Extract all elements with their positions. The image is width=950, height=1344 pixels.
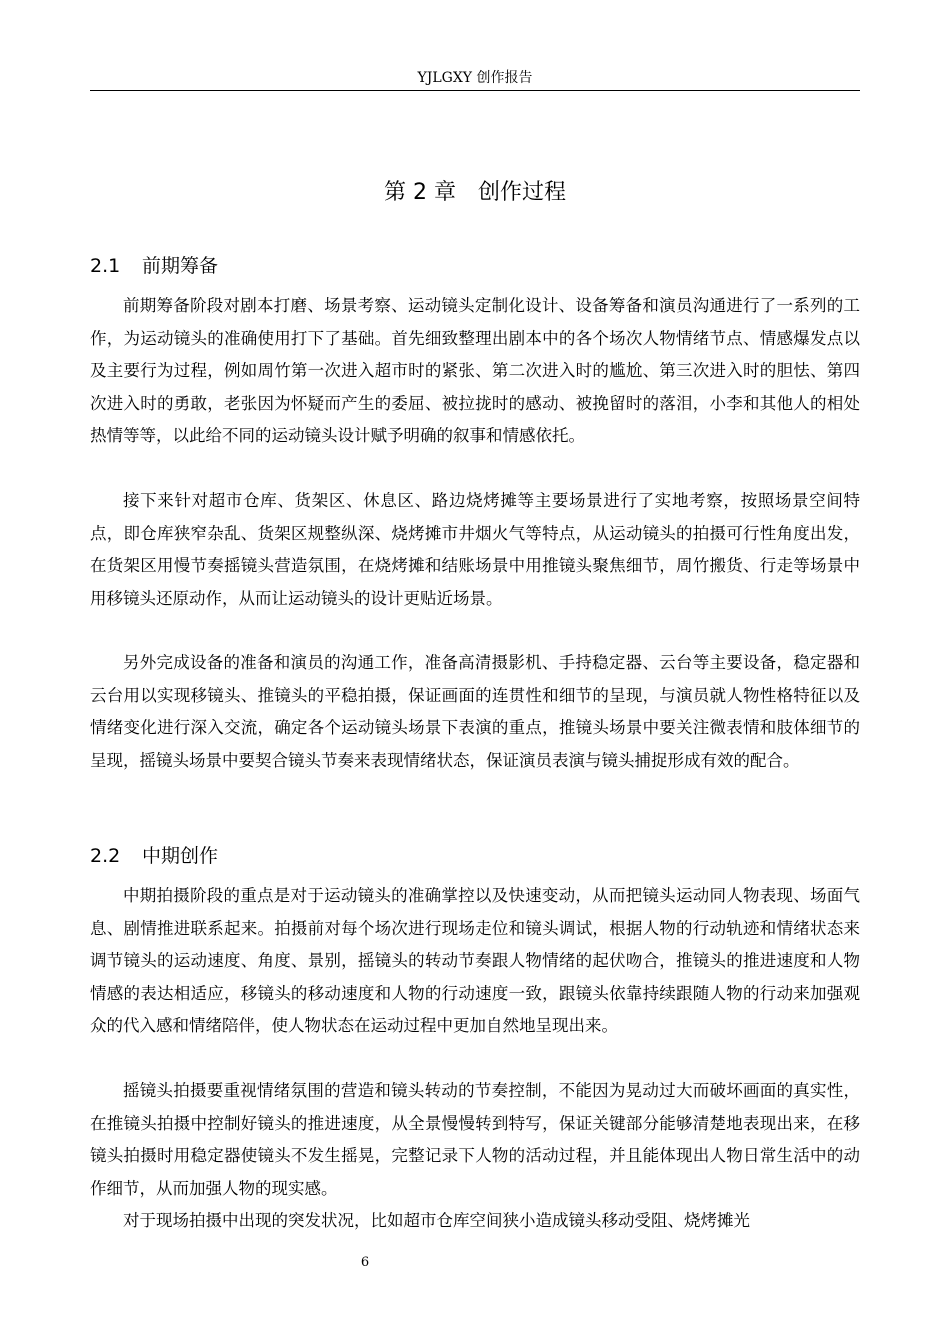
- chapter-title: 第 2 章 创作过程: [384, 180, 566, 205]
- section-heading-2-2: [90, 842, 860, 870]
- paragraph: 摇镜头拍摄要重视情绪氛围的营造和镜头转动的节奏控制，不能因为晃动过大而破坏画面的真实性，在推镜头拍摄中控制好镜头的推进速度，从全景慢慢转到特写，保证关键部分能够清楚地表现出来，在移镜头拍摄时用稳定器使镜头不发生摇晃，完整记录下人物的活动过程，并且能体现出人物日常生活中的动作细节，从而加强人物的现实感。: [90, 1081, 860, 1198]
- paragraph: 接下来针对超市仓库、货架区、休息区、路边烧烤摊等主要场景进行了实地考察，按照场景空间特点，即仓库狭窄杂乱、货架区规整纵深、烧烤摊市井烟火气等特点，从运动镜头的拍摄可行性角度出发，在货架区用慢节奏摇镜头营造氛围，在烧烤摊和结账场景中用推镜头聚焦细节，周竹搬货、行走等场景中用移镜头还原动作，从而让运动镜头的设计更贴近场景。: [90, 491, 860, 608]
- section-number: 2.1: [90, 255, 121, 277]
- section-number: 2.2: [90, 845, 121, 867]
- paragraph: 对于现场拍摄中出现的突发状况，比如超市仓库空间狭小造成镜头移动受阻、烧烤摊光: [123, 1211, 750, 1230]
- section-title: 前期筹备: [142, 255, 219, 277]
- paragraph: 前期筹备阶段对剧本打磨、场景考察、运动镜头定制化设计、设备筹备和演员沟通进行了一系列的工作，为运动镜头的准确使用打下了基础。首先细致整理出剧本中的各个场次人物情绪节点、情感爆发点以及主要行为过程，例如周竹第一次进入超市时的紧张、第二次进入时的尴尬、第三次进入时的胆怯、第四次进入时的勇敢，老张因为怀疑而产生的委屈、被拉拢时的感动、被挽留时的落泪，小李和其他人的相处热情等等，以此给不同的运动镜头设计赋予明确的叙事和情感依托。: [90, 296, 860, 445]
- paragraph: 中期拍摄阶段的重点是对于运动镜头的准确掌控以及快速变动，从而把镜头运动同人物表现、场面气息、剧情推进联系起来。拍摄前对每个场次进行现场走位和镜头调试，根据人物的行动轨迹和情绪状态来调节镜头的运动速度、角度、景别，摇镜头的转动节奏跟人物情绪的起伏吻合，推镜头的推进速度和人物情感的表达相适应，移镜头的移动速度和人物的行动速度一致，跟镜头依靠持续跟随人物的行动来加强观众的代入感和情绪陪伴，使人物状态在运动过程中更加自然地呈现出来。: [90, 886, 860, 1035]
- section-heading-2-1: [90, 252, 860, 280]
- section-title: 中期创作: [142, 845, 219, 867]
- header-divider: [90, 90, 860, 91]
- running-header: YJLGXY 创作报告: [417, 70, 533, 86]
- paragraph: 另外完成设备的准备和演员的沟通工作，准备高清摄影机、手持稳定器、云台等主要设备，稳定器和云台用以实现移镜头、推镜头的平稳拍摄，保证画面的连贯性和细节的呈现，与演员就人物性格特征以及情绪变化进行深入交流，确定各个运动镜头场景下表演的重点，推镜头场景中要关注微表情和肢体细节的呈现，摇镜头场景中要契合镜头节奏来表现情绪状态，保证演员表演与镜头捕捉形成有效的配合。: [90, 653, 860, 770]
- page-number: 6: [360, 1255, 370, 1270]
